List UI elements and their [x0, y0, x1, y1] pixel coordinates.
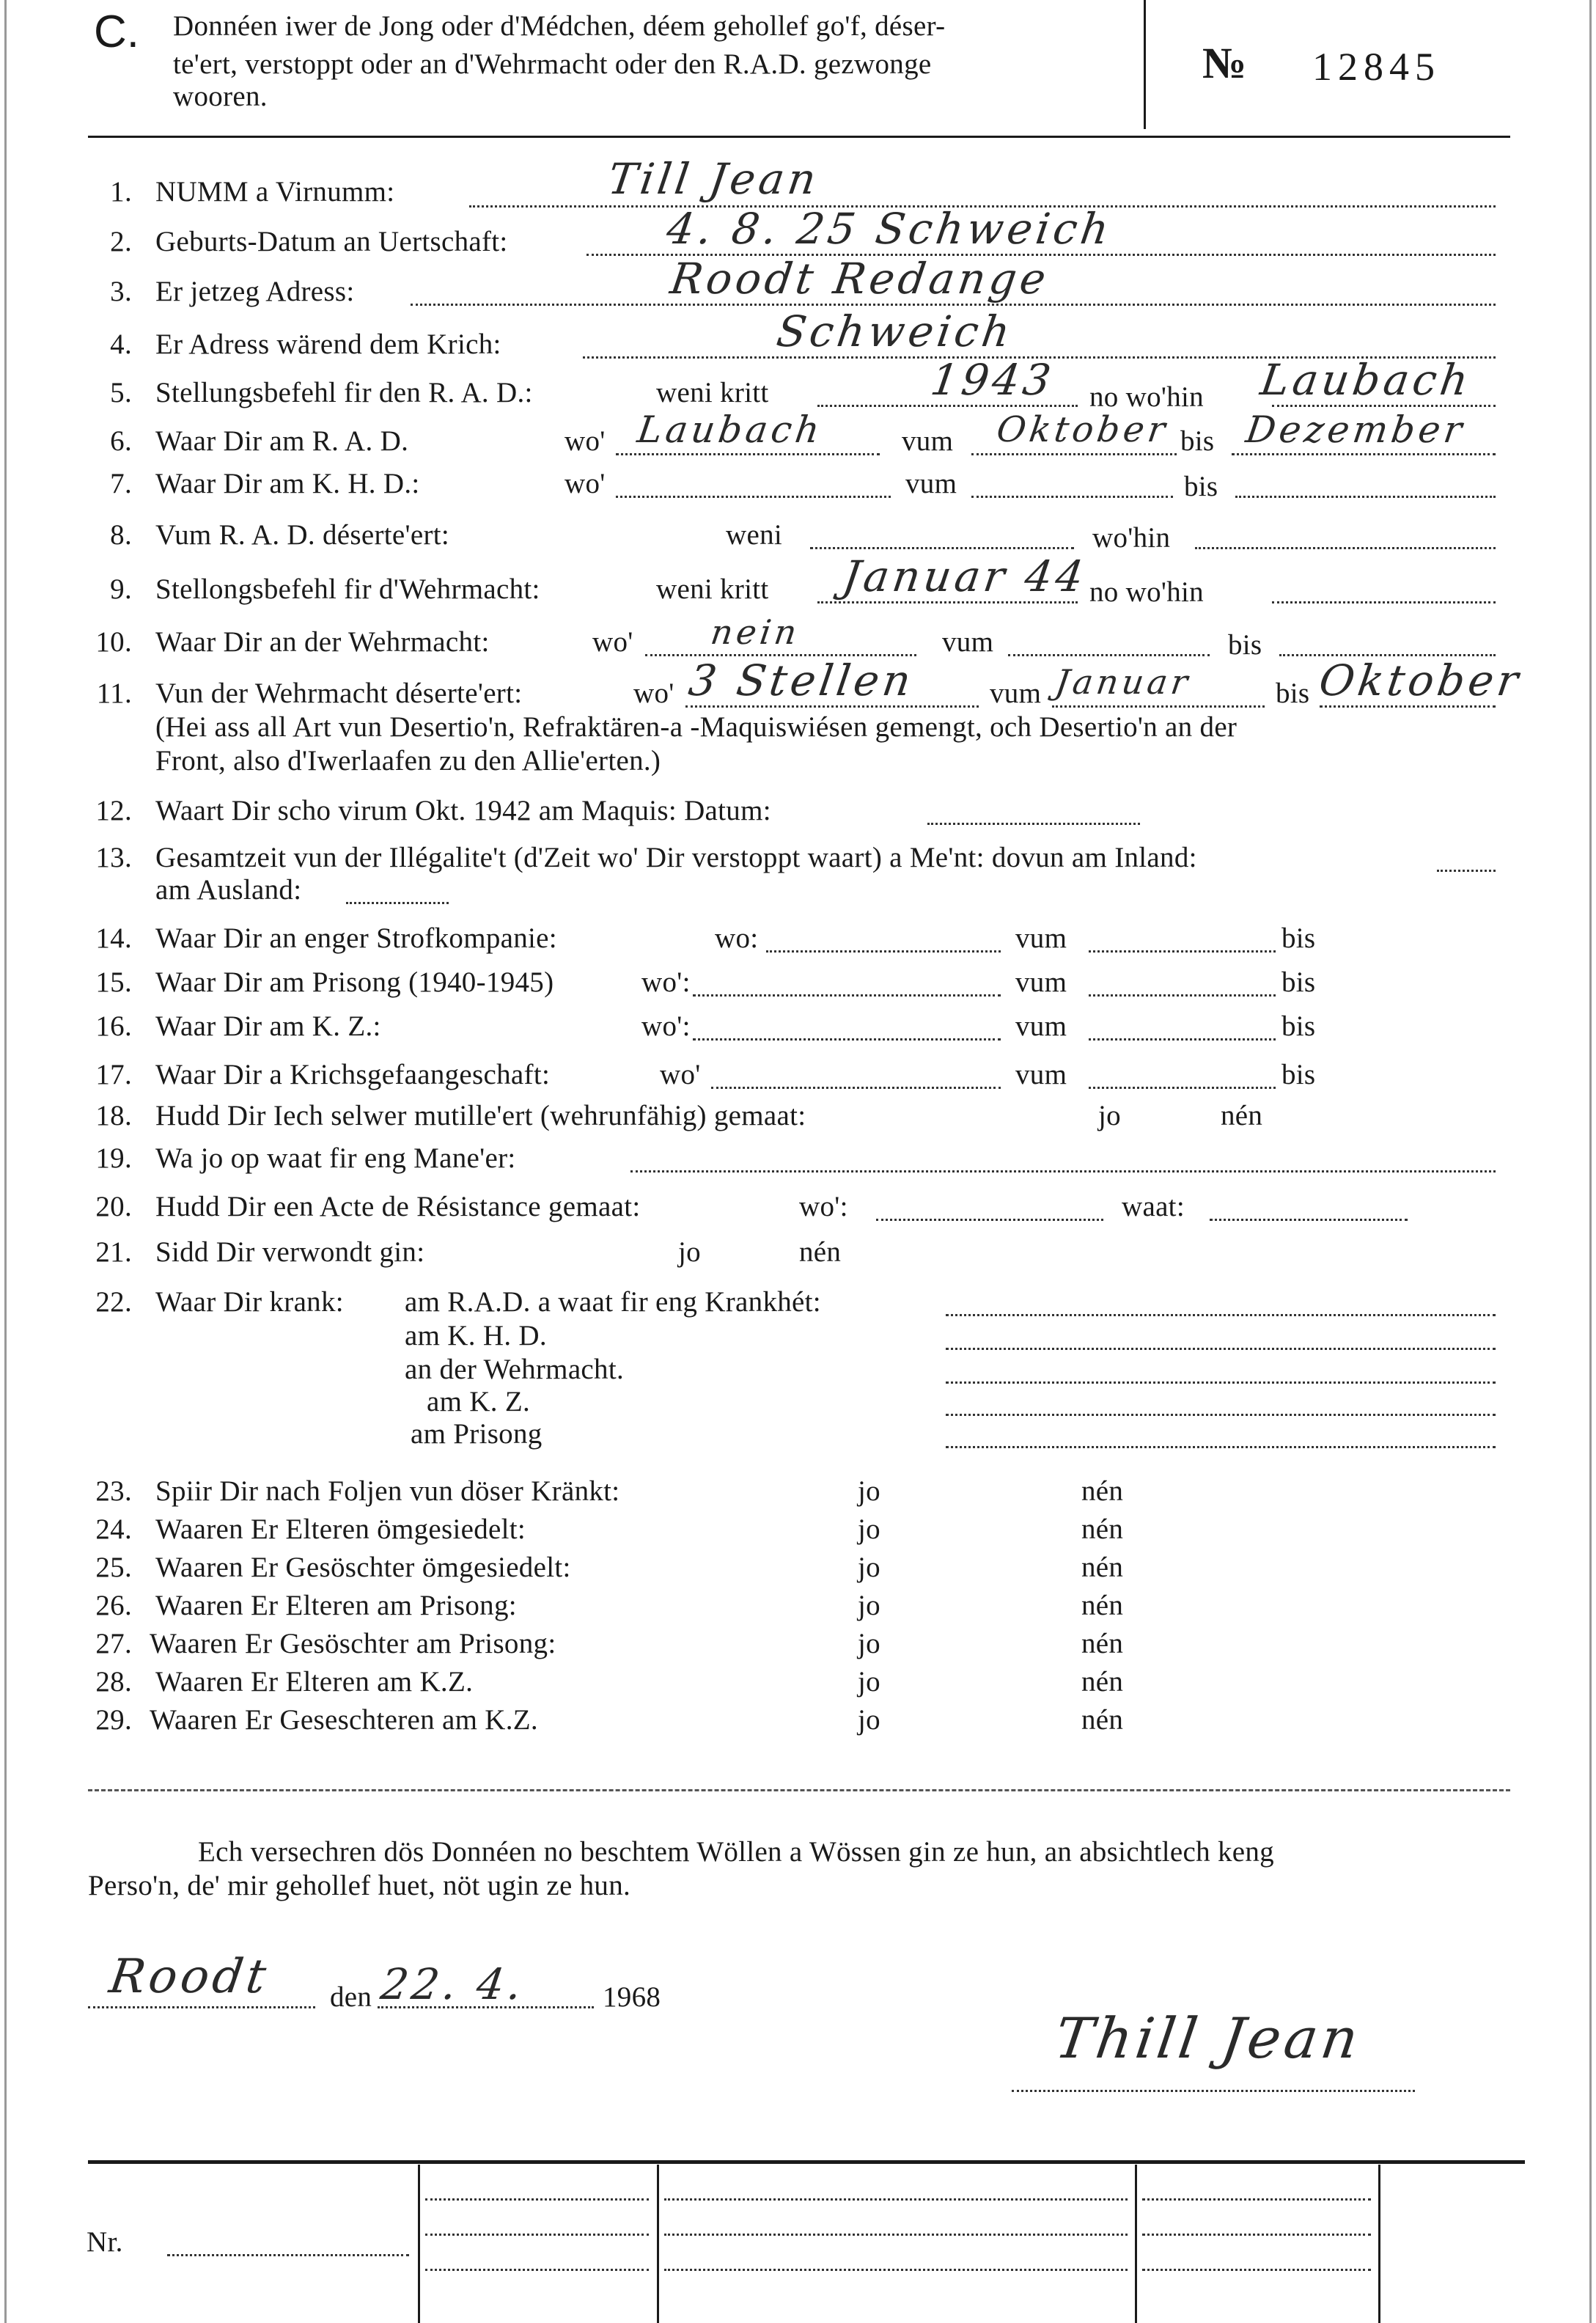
q10-from-dotline — [1008, 654, 1210, 656]
q11-note-line-1: (Hei ass all Art vun Desertio'n, Refraktären-a -Maquiswiésen gemengt, och Desertio'n an der — [155, 711, 1238, 743]
q22-kz-dotline — [946, 1414, 1496, 1416]
q9-when-handwritten: Januar 44 — [839, 551, 1090, 601]
q10-number: 10. — [95, 626, 132, 658]
q18-label: Hudd Dir Iech selwer mutille'ert (wehrunfähig) gemaat: — [155, 1100, 806, 1131]
q25-yes: jo — [858, 1552, 880, 1583]
q14-label: Waar Dir an enger Strofkompanie: — [155, 922, 557, 954]
q26-number: 26. — [95, 1590, 132, 1621]
footer-col2-line1 — [425, 2198, 649, 2201]
q5-where-dotline — [1272, 405, 1496, 407]
q24-yes: jo — [858, 1513, 880, 1545]
q15-from-label: vum — [1015, 966, 1067, 998]
q6-from-dotline — [971, 453, 1177, 455]
header-section — [0, 0, 1596, 139]
q11-label: Vun der Wehrmacht déserte'ert: — [155, 678, 523, 709]
q28-yes: jo — [858, 1666, 880, 1698]
q20-label: Hudd Dir een Acte de Résistance gemaat: — [155, 1191, 641, 1222]
q22-sub-wehrmacht: an der Wehrmacht. — [405, 1354, 625, 1385]
footer-col4-line1 — [1142, 2198, 1371, 2201]
q22-sub-khd: am K. H. D. — [405, 1320, 547, 1351]
q20-what-label: waat: — [1122, 1191, 1185, 1222]
q22-khd-dotline — [946, 1348, 1496, 1350]
q13-line-2: am Ausland: — [155, 874, 302, 906]
q5-when-label: weni kritt — [656, 377, 769, 408]
q27-yes: jo — [858, 1628, 880, 1659]
footer-col3-line1 — [664, 2198, 1128, 2201]
q12-number: 12. — [95, 795, 132, 826]
page-left-edge — [4, 0, 7, 2323]
q11-to-handwritten: Oktober — [1316, 656, 1525, 705]
q20-number: 20. — [95, 1191, 132, 1222]
q27-no: nén — [1081, 1628, 1124, 1659]
q14-from-label: vum — [1015, 922, 1067, 954]
q11-number: 11. — [96, 678, 132, 709]
q11-where-dotline — [685, 705, 979, 708]
q6-where-label: wo' — [565, 425, 606, 457]
q17-number: 17. — [95, 1059, 132, 1090]
q3-handwritten: Roodt Redange — [667, 254, 1053, 304]
q11-where-handwritten: 3 Stellen — [685, 656, 918, 705]
q11-note-line-2: Front, also d'Iwerlaafen zu den Allie'erten.) — [155, 745, 661, 777]
q23-no: nén — [1081, 1475, 1124, 1507]
q5-label: Stellungsbefehl fir den R. A. D.: — [155, 377, 533, 408]
q7-label: Waar Dir am K. H. D.: — [155, 468, 420, 499]
q14-from-dotline — [1089, 950, 1276, 953]
q19-label: Wa jo op waat fir eng Mane'er: — [155, 1142, 516, 1174]
date-handwritten: 22. 4. — [378, 1959, 529, 2009]
footer-col-divider-2 — [657, 2165, 659, 2323]
q22-number: 22. — [95, 1286, 132, 1318]
q15-where-label: wo': — [641, 966, 691, 998]
footer-col3-line3 — [664, 2269, 1128, 2271]
q11-from-dotline — [1052, 705, 1265, 708]
q17-where-label: wo' — [660, 1059, 701, 1090]
number-symbol: № — [1202, 39, 1247, 87]
footer-col2-line2 — [425, 2234, 649, 2236]
q13-ausland-dotline — [346, 902, 449, 904]
footer-col-divider-3 — [1135, 2165, 1137, 2323]
q24-number: 24. — [95, 1513, 132, 1545]
q22-sub-kz: am K. Z. — [427, 1386, 531, 1417]
q24-no: nén — [1081, 1513, 1124, 1545]
declaration-line-1: Ech versechren dös Donnéen no beschtem Wöllen a Wössen gin ze hun, an absichtlech keng — [198, 1836, 1274, 1868]
q3-number: 3. — [110, 276, 132, 307]
q12-label: Waart Dir scho virum Okt. 1942 am Maquis: Datum: — [155, 795, 771, 826]
footer-col2-line3 — [425, 2269, 649, 2271]
q18-yes: jo — [1098, 1100, 1121, 1131]
q6-from-label: vum — [902, 425, 954, 457]
q16-where-label: wo': — [641, 1010, 691, 1042]
q6-where-handwritten: Laubach — [634, 408, 826, 451]
q9-where-dotline — [1272, 601, 1496, 603]
q6-where-dotline — [616, 453, 880, 455]
q6-to-label: bis — [1180, 425, 1215, 457]
q6-label: Waar Dir am R. A. D. — [155, 425, 409, 457]
q22-wehrmacht-dotline — [946, 1381, 1496, 1384]
q9-where-label: no wo'hin — [1089, 576, 1204, 608]
q4-handwritten: Schweich — [773, 307, 1017, 356]
q10-label: Waar Dir an der Wehrmacht: — [155, 626, 490, 658]
q16-number: 16. — [95, 1010, 132, 1042]
header-divider — [1144, 0, 1146, 129]
q5-when-handwritten: 1943 — [927, 355, 1058, 405]
intro-line-1: Donnéen iwer de Jong oder d'Médchen, déem gehollef go'f, déser- — [173, 10, 946, 42]
q29-number: 29. — [95, 1704, 132, 1736]
q9-number: 9. — [110, 573, 132, 605]
q23-number: 23. — [95, 1475, 132, 1507]
q2-label: Geburts-Datum an Uertschaft: — [155, 226, 508, 257]
q1-label: NUMM a Virnumm: — [155, 176, 395, 208]
footer-nr-dotline — [167, 2254, 409, 2256]
q28-number: 28. — [95, 1666, 132, 1698]
q7-number: 7. — [110, 468, 132, 499]
q23-label: Spiir Dir nach Foljen vun döser Kränkt: — [155, 1475, 620, 1507]
q20-where-dotline — [876, 1219, 1103, 1221]
q14-to-label: bis — [1281, 922, 1316, 954]
q9-when-label: weni kritt — [656, 573, 769, 605]
q21-label: Sidd Dir verwondt gin: — [155, 1236, 425, 1268]
q25-label: Waaren Er Gesöschter ömgesiedelt: — [155, 1552, 571, 1583]
q8-label: Vum R. A. D. déserte'ert: — [155, 519, 450, 551]
q12-dotline — [927, 823, 1140, 825]
place-handwritten: Roodt — [106, 1950, 273, 2004]
q23-yes: jo — [858, 1475, 880, 1507]
form-number: 12845 — [1312, 45, 1441, 89]
q21-number: 21. — [95, 1236, 132, 1268]
q25-no: nén — [1081, 1552, 1124, 1583]
q16-to-label: bis — [1281, 1010, 1316, 1042]
q11-to-label: bis — [1276, 678, 1310, 709]
q25-number: 25. — [95, 1552, 132, 1583]
q6-number: 6. — [110, 425, 132, 457]
q29-label: Waaren Er Geseschteren am K.Z. — [150, 1704, 538, 1736]
footer-col-divider-4 — [1378, 2165, 1380, 2323]
q1-number: 1. — [110, 176, 132, 208]
q14-where-label: wo: — [715, 922, 759, 954]
q22-sub-rad: am R.A.D. a waat fir eng Krankhét: — [405, 1286, 821, 1318]
q4-number: 4. — [110, 329, 132, 360]
q13-line-1: Gesamtzeit vun der Illégalite't (d'Zeit wo' Dir verstoppt waart) a Me'nt: dovun am Inland: — [155, 842, 1197, 873]
q15-where-dotline — [693, 994, 1001, 997]
header-rule — [88, 136, 1510, 138]
q8-when-label: weni — [726, 519, 783, 551]
q22-rad-dotline — [946, 1314, 1496, 1316]
q6-to-dotline — [1232, 453, 1496, 455]
q21-yes: jo — [678, 1236, 701, 1268]
q14-where-dotline — [766, 950, 1001, 953]
intro-line-3: wooren. — [173, 81, 268, 112]
q9-label: Stellongsbefehl fir d'Wehrmacht: — [155, 573, 540, 605]
q19-dotline — [630, 1170, 1496, 1172]
footer-nr-label: Nr. — [87, 2226, 123, 2258]
q17-from-label: vum — [1015, 1059, 1067, 1090]
q8-where-label: wo'hin — [1092, 522, 1171, 554]
q22-prisong-dotline — [946, 1446, 1496, 1448]
signature-dotline — [1012, 2090, 1415, 2092]
q11-to-dotline — [1320, 705, 1496, 708]
q9-when-dotline — [817, 601, 1078, 603]
footer-col4-line3 — [1142, 2269, 1371, 2271]
q13-inland-dotline — [1437, 870, 1496, 872]
q6-to-handwritten: Dezember — [1243, 408, 1468, 451]
q29-no: nén — [1081, 1704, 1124, 1736]
footer-rule — [88, 2160, 1525, 2164]
q16-where-dotline — [693, 1038, 1001, 1041]
q22-label: Waar Dir krank: — [155, 1286, 344, 1318]
q19-number: 19. — [95, 1142, 132, 1174]
date-den-label: den — [330, 1981, 372, 2013]
q17-label: Waar Dir a Krichsgefaangeschaft: — [155, 1059, 551, 1090]
q21-no: nén — [799, 1236, 842, 1268]
signature-handwritten: Thill Jean — [1051, 2005, 1366, 2071]
date-year: 1968 — [603, 1981, 661, 2013]
page-right-edge — [1589, 0, 1592, 2323]
q4-label: Er Adress wärend dem Krich: — [155, 329, 501, 360]
section-letter: C. — [94, 7, 139, 57]
footer-col4-line2 — [1142, 2234, 1371, 2236]
q26-label: Waaren Er Elteren am Prisong: — [155, 1590, 517, 1621]
q10-where-handwritten: nein — [708, 612, 803, 652]
q18-number: 18. — [95, 1100, 132, 1131]
q5-when-dotline — [817, 405, 1078, 407]
q20-where-label: wo': — [799, 1191, 848, 1222]
q3-dotline — [411, 304, 1496, 306]
q29-yes: jo — [858, 1704, 880, 1736]
section-divider — [88, 1789, 1510, 1791]
q2-handwritten: 4. 8. 25 Schweich — [663, 204, 1116, 254]
q27-number: 27. — [95, 1628, 132, 1659]
q24-label: Waaren Er Elteren ömgesiedelt: — [155, 1513, 526, 1545]
q15-from-dotline — [1089, 994, 1276, 997]
date-dotline — [378, 2006, 594, 2008]
q16-from-label: vum — [1015, 1010, 1067, 1042]
q17-to-label: bis — [1281, 1059, 1316, 1090]
q28-no: nén — [1081, 1666, 1124, 1698]
q7-from-label: vum — [905, 468, 957, 499]
q7-to-label: bis — [1184, 471, 1218, 502]
q10-to-label: bis — [1228, 629, 1262, 661]
q16-from-dotline — [1089, 1038, 1276, 1041]
q13-number: 13. — [95, 842, 132, 873]
q15-label: Waar Dir am Prisong (1940-1945) — [155, 966, 554, 998]
q5-number: 5. — [110, 377, 132, 408]
q15-number: 15. — [95, 966, 132, 998]
declaration-line-2: Perso'n, de' mir gehollef huet, nöt ugin ze hun. — [88, 1870, 631, 1901]
q11-from-label: vum — [990, 678, 1042, 709]
q16-label: Waar Dir am K. Z.: — [155, 1010, 381, 1042]
q7-where-dotline — [616, 496, 891, 498]
q6-from-handwritten: Oktober — [994, 409, 1172, 450]
footer-col-divider-1 — [418, 2165, 420, 2323]
q8-number: 8. — [110, 519, 132, 551]
q11-from-handwritten: Januar — [1053, 662, 1194, 702]
q17-from-dotline — [1089, 1087, 1276, 1089]
q10-where-label: wo' — [592, 626, 633, 658]
q11-where-label: wo' — [633, 678, 674, 709]
footer-col3-line2 — [664, 2234, 1128, 2236]
q17-where-dotline — [711, 1087, 1001, 1089]
q20-what-dotline — [1210, 1219, 1408, 1221]
q26-no: nén — [1081, 1590, 1124, 1621]
q10-from-label: vum — [942, 626, 994, 658]
q8-when-dotline — [810, 547, 1074, 549]
q7-to-dotline — [1235, 496, 1496, 498]
q5-where-handwritten: Laubach — [1257, 355, 1475, 405]
q2-number: 2. — [110, 226, 132, 257]
intro-line-2: te'ert, verstoppt oder an d'Wehrmacht oder den R.A.D. gezwonge — [173, 48, 932, 80]
q7-where-label: wo' — [565, 468, 606, 499]
q3-label: Er jetzeg Adress: — [155, 276, 355, 307]
q1-handwritten: Till Jean — [605, 154, 823, 204]
q26-yes: jo — [858, 1590, 880, 1621]
q8-where-dotline — [1195, 547, 1496, 549]
q28-label: Waaren Er Elteren am K.Z. — [155, 1666, 474, 1698]
q5-where-label: no wo'hin — [1089, 381, 1204, 413]
q22-sub-prisong: am Prisong — [411, 1418, 543, 1450]
q14-number: 14. — [95, 922, 132, 954]
q7-from-dotline — [971, 496, 1173, 498]
place-dotline — [88, 2006, 315, 2008]
q18-no: nén — [1221, 1100, 1263, 1131]
q27-label: Waaren Er Gesöschter am Prisong: — [150, 1628, 556, 1659]
q15-to-label: bis — [1281, 966, 1316, 998]
